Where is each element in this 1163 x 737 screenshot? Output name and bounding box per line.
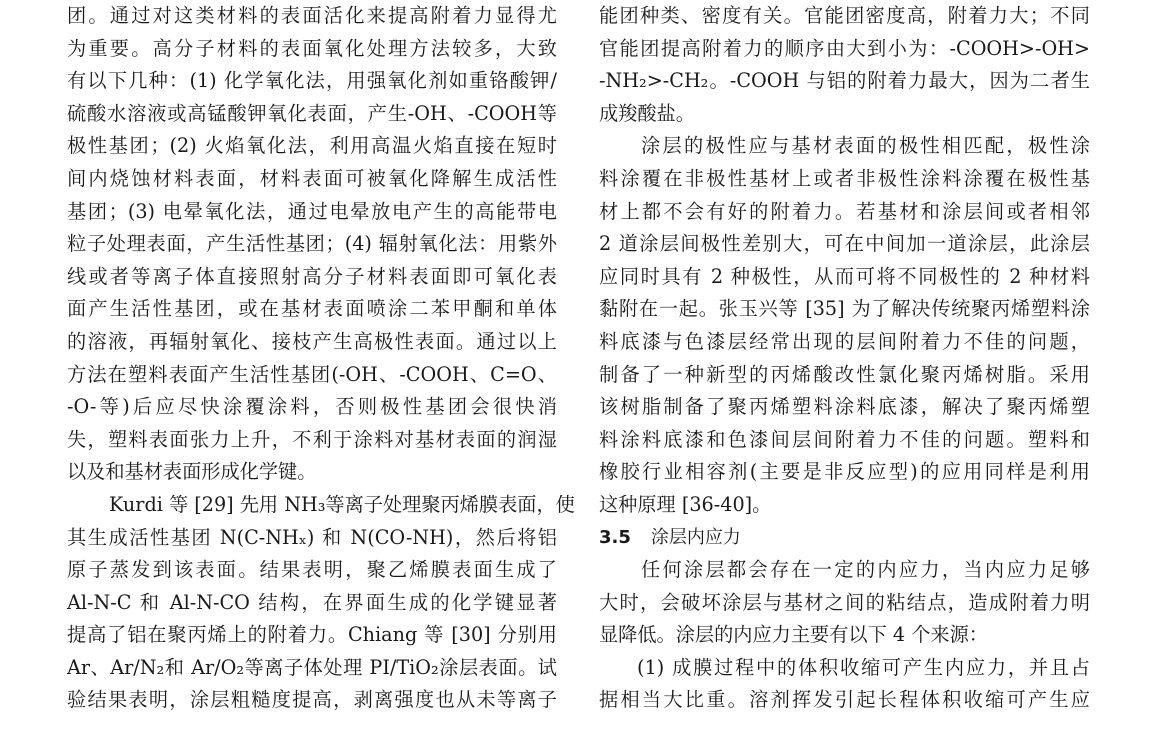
text-line: 制备了一种新型的丙烯酸改性氯化聚丙烯树脂。采用 [599,362,1090,386]
left-column [67,0,575,717]
text-line: 面产生活性基团，或在基材表面喷涂二苯甲酮和单体 [67,297,557,321]
text-line: 原子蒸发到该表面。结果表明，聚乙烯膜表面生成了 [67,558,557,582]
text-line: 黏附在一起。张玉兴等 [35] 为了解决传统聚丙烯塑料涂 [599,297,1090,321]
text-line: 料涂料底漆和色漆间层间附着力不佳的问题。塑料和 [599,427,1090,451]
text-line: 团。通过对这类材料的表面活化来提高附着力显得尤 [67,4,557,27]
text-line: 能团种类、密度有关。官能团密度高，附着力大；不同 [599,4,1090,27]
text-line: 为重要。高分子材料的表面氧化处理方法较多，大致 [67,36,557,60]
right-column [599,0,1090,717]
text-line: -O-等)后应尽快涂覆涂料，否则极性基团会很快消 [67,395,557,419]
text-line: 的溶液，再辐射氧化、接枝产生高极性表面。通过以上 [67,329,557,353]
text-line: 以及和基材表面形成化学键。 [67,460,317,484]
section-title: 涂层内应力 [650,526,741,548]
text-line: -NH₂>-CH₂。-COOH 与铝的附着力最大，因为二者生 [599,69,1090,93]
text-line: 2 道涂层间极性差别大，可在中间加一道涂层，此涂层 [599,232,1090,256]
text-line: 基团；(3) 电晕氧化法，通过电晕放电产生的高能带电 [67,199,557,223]
text-line: 显降低。涂层的内应力主要有以下 4 个来源： [599,623,988,647]
text-line: 据相当大比重。溶剂挥发引起长程体积收缩可产生应 [599,688,1090,712]
paragraph-start-line: (1) 成膜过程中的体积收缩可产生内应力，并且占 [637,655,1090,679]
text-line: 方法在塑料表面产生活性基团(-OH、-COOH、C=O、 [67,362,557,386]
text-line: 验结果表明，涂层粗糙度提高，剥离强度也从未等离子 [67,688,557,712]
text-line: 提高了铝在聚丙烯上的附着力。Chiang 等 [30] 分别用 [67,623,557,647]
paragraph-start-line: 涂层的极性应与基材表面的极性相匹配，极性涂 [641,134,1090,158]
text-line: 粒子处理表面，产生活性基团；(4) 辐射氧化法：用紫外 [67,232,557,256]
text-line: 料涂覆在非极性基材上或者非极性涂料涂覆在极性基 [599,166,1090,190]
text-line: Ar、Ar/N₂和 Ar/O₂等离子体处理 PI/TiO₂涂层表面。试 [67,655,557,679]
section-number: 3.5 [599,526,631,548]
text-line: 这种原理 [36-40]。 [599,492,772,516]
text-line: Al-N-C 和 Al-N-CO 结构，在界面生成的化学键显著 [67,590,557,614]
text-line: 官能团提高附着力的顺序由大到小为：-COOH>-OH> [599,36,1090,60]
text-line: 该树脂制备了聚丙烯塑料涂料底漆，解决了聚丙烯塑 [599,395,1090,419]
text-line: 材上都不会有好的附着力。若基材和涂层间或者相邻 [599,199,1090,223]
paragraph-start-line: Kurdi 等 [29] 先用 NH₃等离子处理聚丙烯膜表面，使 [109,492,575,516]
text-line: 橡胶行业相容剂(主要是非反应型)的应用同样是利用 [599,460,1090,484]
text-line: 线或者等离子体直接照射高分子材料表面即可氧化表 [67,264,557,288]
text-line: 料底漆与色漆层经常出现的层间附着力不佳的问题， [599,329,1090,353]
paragraph-start-line: 任何涂层都会存在一定的内应力，当内应力足够 [641,558,1090,582]
section-heading [599,522,1090,555]
text-line: 失，塑料表面张力上升，不利于涂料对基材表面的润湿 [67,427,557,451]
text-line: 其生成活性基团 N(C-NHₓ) 和 N(CO-NH)，然后将铝 [67,525,557,549]
text-line: 间内烧蚀材料表面，材料表面可被氧化降解生成活性 [67,166,557,190]
text-line: 成羧酸盐。 [599,101,695,125]
text-line: 硫酸水溶液或高锰酸钾氧化表面，产生-OH、-COOH等 [67,101,557,125]
text-line: 极性基团；(2) 火焰氧化法，利用高温火焰直接在短时 [67,134,557,158]
text-line: 应同时具有 2 种极性，从而可将不同极性的 2 种材料 [599,264,1090,288]
text-line: 有以下几种：(1) 化学氧化法，用强氧化剂如重铬酸钾/ [67,69,557,93]
text-line: 大时，会破坏涂层与基材之间的粘结点，造成附着力明 [599,590,1090,614]
